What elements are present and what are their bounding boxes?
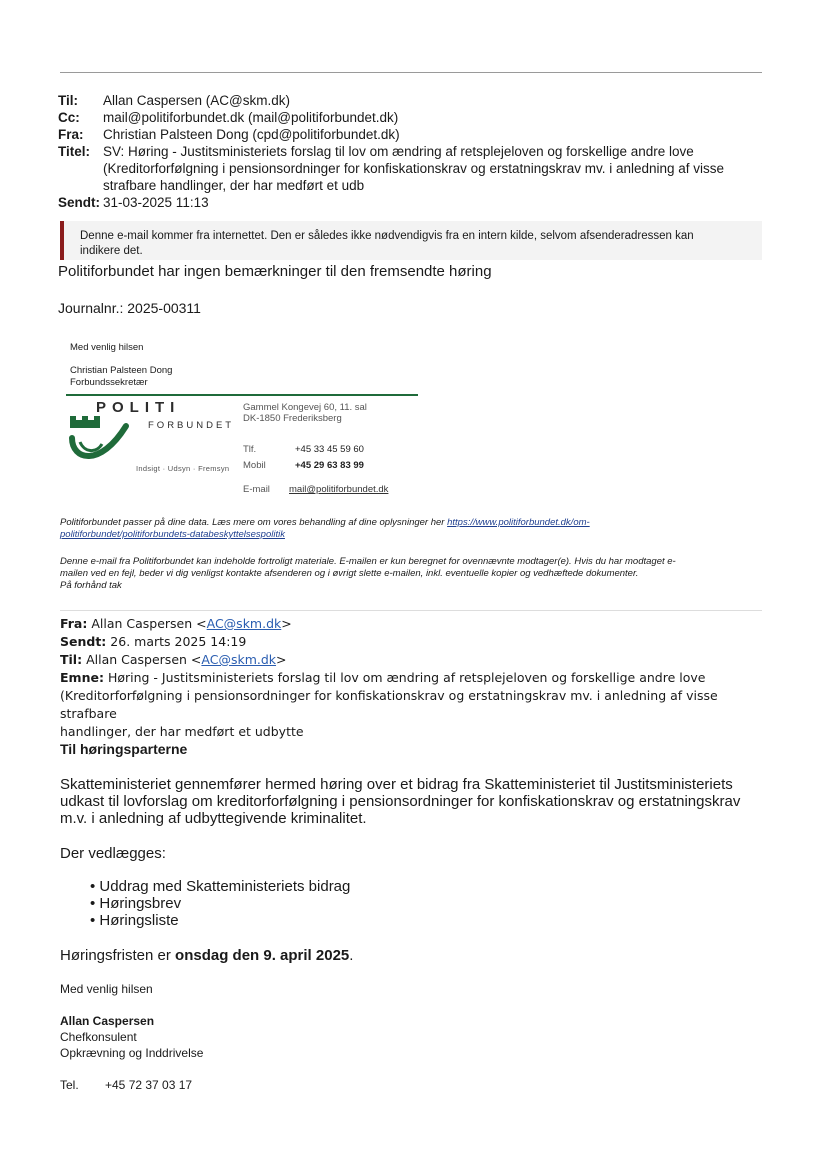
fwd-subject-line-2: (Kreditorforfølgning i pensionsordninger for konfiskationskrav og erstatningskrav mv. i anledning af visse strafbare: [60, 688, 718, 721]
fwd-subject-label: Emne:: [60, 670, 104, 685]
logo-subtitle: FORBUNDET: [148, 420, 235, 431]
signature-mobile-label: Mobil: [243, 460, 266, 471]
signature-address-2: DK-1850 Frederiksberg: [243, 413, 342, 424]
from-value[interactable]: Christian Palsteen Dong (cpd@politiforbundet.dk): [103, 127, 400, 142]
body-heading: Til høringsparterne: [60, 741, 188, 757]
reply-sender-title: Forbundssekretær: [70, 377, 148, 388]
signature-email-link[interactable]: mail@politiforbundet.dk: [289, 484, 389, 495]
closing-tel-label: Tel.: [60, 1078, 79, 1092]
attachment-item: • Høringsbrev: [90, 895, 182, 912]
attachment-item: • Uddrag med Skatteministeriets bidrag: [90, 878, 351, 895]
deadline-line: [60, 947, 353, 964]
cc-label: Cc:: [58, 110, 80, 125]
fwd-sent-label: Sendt:: [60, 634, 107, 649]
logo-word: POLITI: [96, 399, 181, 416]
signature-tel-label: Tlf.: [243, 444, 257, 455]
confidential-line-1: Denne e-mail fra Politiforbundet kan indeholde fortroligt materiale. E-mailen er kun beregnet for ovennævnte modtager(e). Hvis du har modtaget e-: [60, 556, 676, 567]
signature-address-1: Gammel Kongevej 60, 11. sal: [243, 402, 367, 413]
forwarded-header: [60, 615, 770, 741]
deadline-suffix: .: [349, 947, 354, 964]
politiforbundet-logo-icon: [66, 416, 138, 478]
warning-line-1: Denne e-mail kommer fra internettet. Den er således ikke nødvendigvis fra en intern kilde, selvom afsenderadressen kan: [80, 230, 694, 242]
signature-email-label: E-mail: [243, 484, 270, 495]
subject-label: Titel:: [58, 144, 91, 159]
closing-name: Allan Caspersen: [60, 1014, 155, 1028]
attachment-label-2: Høringsbrev: [99, 895, 182, 912]
attachments-intro: Der vedlægges:: [60, 845, 166, 862]
deadline-date: onsdag den 9. april 2025: [175, 947, 350, 964]
subject-line-2: (Kreditorforfølgning i pensionsordninger for konfiskationskrav og erstatningskrav mv. i anledning af visse: [103, 161, 725, 176]
attachment-item: • Høringsliste: [90, 912, 179, 929]
to-value[interactable]: Allan Caspersen (AC@skm.dk): [103, 93, 291, 108]
signature-mobile[interactable]: +45 29 63 83 99: [295, 460, 364, 471]
fwd-subject-line-1: Høring - Justitsministeriets forslag til lov om ændring af retsplejeloven og forskellige andre love: [107, 670, 706, 685]
sent-label: Sendt:: [58, 195, 100, 210]
privacy-notice: [60, 517, 766, 541]
fwd-to-email-link[interactable]: AC@skm.dk: [201, 652, 277, 667]
subject-line-1: SV: Høring - Justitsministeriets forslag til lov om ændring af retsplejeloven og forskellige andre love: [103, 144, 694, 159]
fwd-from-end: >: [281, 616, 292, 631]
sent-value: 31-03-2025 11:13: [103, 195, 209, 210]
forward-separator: [60, 610, 762, 611]
para-line-1: Skatteministeriet gennemfører hermed høring over et bidrag fra Skatteministeriet til Justitsministeriets: [60, 776, 733, 793]
fwd-from-label: Fra:: [60, 616, 88, 631]
para-line-2: udkast til lovforslag om kreditorforfølgning i pensionsordninger for konfiskationskrav og erstatningskrav: [60, 793, 741, 810]
fwd-to-end: >: [276, 652, 287, 667]
fwd-from-email-link[interactable]: AC@skm.dk: [206, 616, 282, 631]
reply-statement: Politiforbundet har ingen bemærkninger til den fremsendte høring: [58, 263, 492, 280]
cc-value[interactable]: mail@politiforbundet.dk (mail@politiforbundet.dk): [103, 110, 399, 125]
fwd-subject-line-3: handlinger, der har medført et udbytte: [60, 724, 304, 739]
warning-text: [80, 229, 750, 259]
fwd-to-name: Allan Caspersen <: [86, 652, 202, 667]
fwd-subject-row: [60, 669, 770, 687]
closing-greeting: Med venlig hilsen: [60, 982, 153, 996]
fwd-to-row: [60, 651, 770, 669]
fwd-to-label: Til:: [60, 652, 83, 667]
attachment-label-1: Uddrag med Skatteministeriets bidrag: [99, 878, 351, 895]
from-label: Fra:: [58, 127, 84, 142]
journal-number: Journalnr.: 2025-00311: [58, 300, 201, 316]
reply-sender-name: Christian Palsteen Dong: [70, 365, 173, 376]
top-rule: [60, 72, 762, 73]
thanks-line: På forhånd tak: [60, 580, 122, 591]
warning-line-2: indikere det.: [80, 245, 143, 257]
confidentiality-notice: [60, 556, 766, 592]
fwd-from-row: [60, 615, 770, 633]
reply-greeting: Med venlig hilsen: [70, 342, 144, 353]
closing-title: Chefkonsulent: [60, 1030, 137, 1044]
body-paragraph: [60, 776, 760, 827]
attachment-label-3: Høringsliste: [99, 912, 179, 929]
privacy-text: Politiforbundet passer på dine data. Læs mere om vores behandling af dine oplysninger her: [60, 517, 448, 528]
subject-line-3: strafbare handlinger, der har medført et udb: [103, 178, 365, 193]
deadline-prefix: Høringsfristen er: [60, 947, 176, 964]
fwd-from-name: Allan Caspersen <: [91, 616, 207, 631]
logo-tagline: Indsigt · Udsyn · Fremsyn: [136, 464, 230, 473]
to-label: Til:: [58, 93, 78, 108]
signature-tel[interactable]: +45 33 45 59 60: [295, 444, 364, 455]
privacy-link-cont[interactable]: politiforbundet/politiforbundets-databeskyttelsespolitik: [60, 529, 285, 540]
signature-rule: [66, 394, 418, 396]
para-line-3: m.v. i anledning af udbyttegivende kriminalitet.: [60, 810, 367, 827]
closing-department: Opkrævning og Inddrivelse: [60, 1046, 204, 1060]
fwd-sent-value: 26. marts 2025 14:19: [110, 634, 247, 649]
fwd-sent-row: [60, 633, 770, 651]
closing-tel[interactable]: +45 72 37 03 17: [105, 1078, 193, 1092]
privacy-link[interactable]: https://www.politiforbundet.dk/om-: [447, 517, 590, 528]
external-mail-warning: [60, 221, 762, 260]
confidential-line-2: mailen ved en fejl, beder vi dig venligst kontakte afsenderen og i øvrigt slette e-mailen, inkl. eventuelle kopier og vedhæftede dokumenter.: [60, 568, 639, 579]
